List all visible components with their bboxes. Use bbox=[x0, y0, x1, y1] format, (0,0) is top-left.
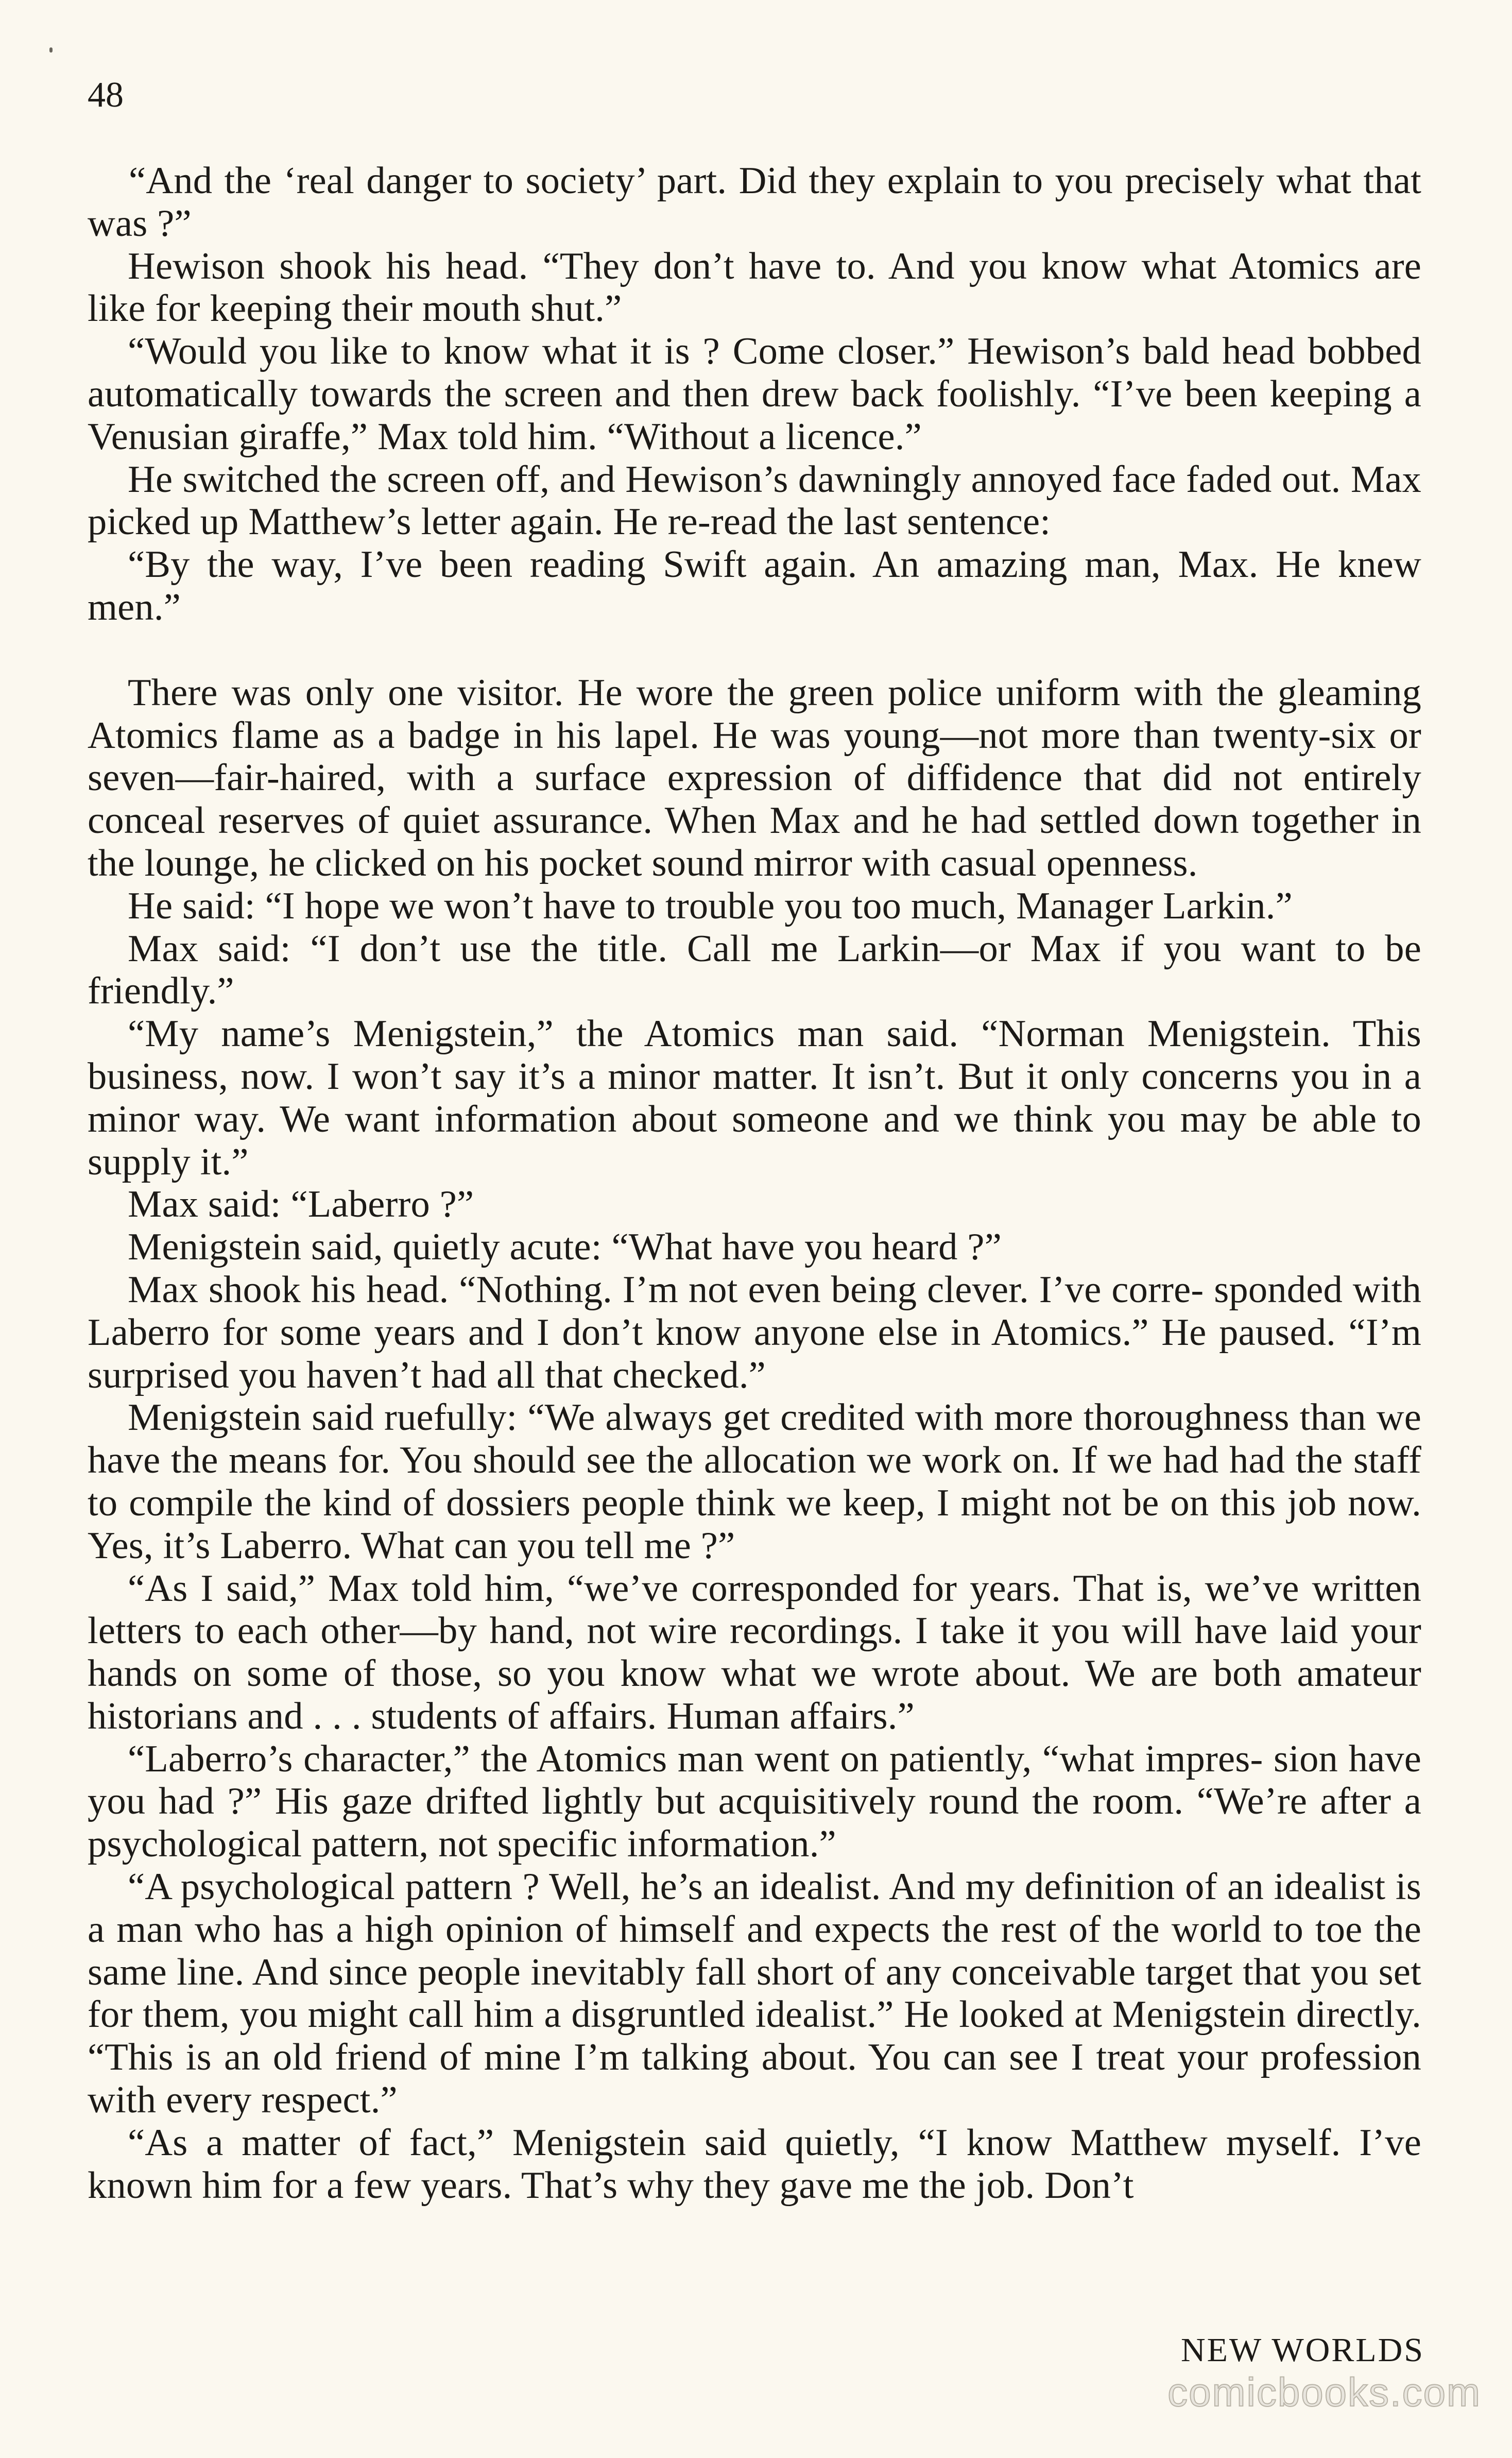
paragraph: Max said: “I don’t use the title. Call me Larkin—or Max if you want to be friendly.” bbox=[88, 927, 1421, 1013]
section-break bbox=[88, 629, 1421, 672]
paragraph: Menigstein said, quietly acute: “What have you heard ?” bbox=[128, 1226, 1002, 1269]
story-text bbox=[88, 160, 1421, 2207]
paragraph: He switched the screen off, and Hewison’s dawningly annoyed face faded out. Max picked up Matthew’s letter again. He re-read the last sentence: bbox=[88, 458, 1421, 543]
paragraph: “Laberro’s character,” the Atomics man went on patiently, “what impres- sion have you had ?” His gaze drifted lightly but acquisitively round the room. “We’re after a psychological pattern, not specific information.” bbox=[88, 1737, 1421, 1866]
paragraph: Hewison shook his head. “They don’t have to. And you know what Atomics are like for keeping their mouth shut.” bbox=[88, 245, 1421, 330]
paragraph: He said: “I hope we won’t have to trouble you too much, Manager Larkin.” bbox=[128, 884, 1293, 927]
paragraph: Menigstein said ruefully: “We always get credited with more thoroughness than we have the means for. You should see the allocation we work on. If we had had the staff to compile the kind of dossiers people think we keep, I might not be on this job now. Yes, it’s Laberro. What can you tell me ?” bbox=[88, 1396, 1421, 1567]
magazine-footer: NEW WORLDS bbox=[1180, 2331, 1424, 2369]
paragraph: “As I said,” Max told him, “we’ve corresponded for years. That is, we’ve written letters to each other—by hand, not wire recordings. I take it you will have laid your hands on some of those, so you know what we wrote about. We are both amateur historians and . . . students of affairs. Human affairs.” bbox=[88, 1567, 1421, 1737]
page-number: 48 bbox=[88, 75, 124, 115]
paragraph: “A psychological pattern ? Well, he’s an idealist. And my definition of an idealist is a man who has a high opinion of himself and expects the rest of the world to toe the same line. And since people inevitably fall short of any conceivable target that you set for them, you might call him a disgruntled idealist.” He looked at Menigstein directly. “This is an old friend of mine I’m talking about. You can see I treat your profession with every respect.” bbox=[88, 1866, 1421, 2122]
scan-speck bbox=[49, 47, 53, 53]
paragraph: “Would you like to know what it is ? Come closer.” Hewison’s bald head bobbed automatically towards the screen and then drew back foolishly. “I’ve been keeping a Venusian giraffe,” Max told him. “Without a licence.” bbox=[88, 330, 1421, 458]
paragraph: “As a matter of fact,” Menigstein said quietly, “I know Matthew myself. I’ve known him for a few years. That’s why they gave me the job. Don’t bbox=[88, 2121, 1421, 2207]
watermark: comicbooks.com bbox=[1167, 2369, 1481, 2415]
paragraph: There was only one visitor. He wore the green police uniform with the gleaming Atomics flame as a badge in his lapel. He was young—not more than twenty-six or seven—fair-haired, with a surface expression of diffidence that did not entirely conceal reserves of quiet assurance. When Max and he had settled down together in the lounge, he clicked on his pocket sound mirror with casual openness. bbox=[88, 671, 1421, 884]
paragraph: Max shook his head. “Nothing. I’m not even being clever. I’ve corre- sponded with Laberro for some years and I don’t know anyone else in Atomics.” He paused. “I’m surprised you haven’t had all that checked.” bbox=[88, 1268, 1421, 1396]
paragraph: “By the way, I’ve been reading Swift again. An amazing man, Max. He knew men.” bbox=[88, 543, 1421, 628]
paragraph: “And the ‘real danger to society’ part. Did they explain to you precisely what that was ?” bbox=[88, 160, 1421, 245]
paragraph: Max said: “Laberro ?” bbox=[128, 1183, 474, 1226]
paragraph: “My name’s Menigstein,” the Atomics man said. “Norman Menigstein. This business, now. I won’t say it’s a minor matter. It isn’t. But it only concerns you in a minor way. We want information about someone and we think you may be able to supply it.” bbox=[88, 1013, 1421, 1183]
